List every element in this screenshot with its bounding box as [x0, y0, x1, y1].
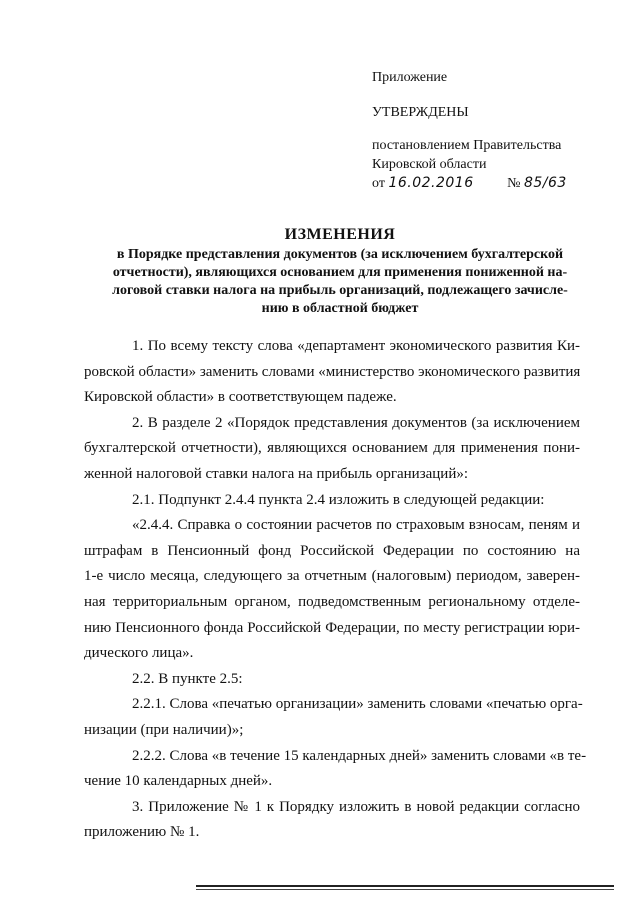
document-title [80, 226, 600, 318]
paragraph [84, 334, 580, 411]
paragraph-line: низации (при наличии)»; [84, 721, 244, 738]
footer-divider-thin [196, 889, 614, 890]
paragraph-line: 2.2.1. Слова «печатью организации» заменить словами «печатью орга- [132, 696, 583, 713]
paragraph-line: 2.2.2. Слова «в течение 15 календарных дней» заменить словами «в те- [132, 747, 587, 764]
handwritten-number: 85/63 [523, 175, 567, 191]
paragraph [84, 667, 580, 693]
paragraph [84, 513, 580, 667]
title-subtitle [80, 246, 600, 318]
paragraph [84, 488, 580, 514]
title-subtitle-line: в Порядке представления документов (за исключением бухгалтерской [116, 247, 564, 262]
paragraph [84, 692, 583, 743]
paragraph-line: 1. По всему тексту слова «департамент экономического развития Ки- [132, 338, 580, 354]
title-main: ИЗМЕНЕНИЯ [284, 226, 396, 243]
paragraph-line: нию Пенсионного фонда Российской Федерации, по месту регистрации юри- [84, 619, 580, 636]
spacer [372, 122, 622, 136]
footer-divider [196, 885, 614, 887]
paragraph-line: дического лица». [84, 645, 194, 662]
handwritten-date: 16.02.2016 [388, 175, 474, 191]
approved-label: УТВЕРЖДЕНЫ [372, 105, 469, 120]
paragraph-line: ная территориальным органом, подведомственным региональному отделе- [84, 593, 580, 610]
paragraph [84, 411, 580, 488]
title-subtitle-line: нию в областной бюджет [261, 301, 419, 316]
paragraph-line: женной налоговой ставки налога на прибыль организаций»: [84, 465, 469, 482]
number-prefix: № [507, 176, 521, 191]
resolution-line-1: постановлением Правительства [372, 138, 562, 153]
paragraph [84, 795, 580, 846]
paragraph-line: 2.1. Подпункт 2.4.4 пункта 2.4 изложить в следующей редакции: [132, 491, 545, 508]
approval-block [372, 68, 622, 193]
title-subtitle-line: логовой ставки налога на прибыль организаций, подлежащего зачисле- [112, 283, 568, 298]
paragraph-line: 3. Приложение № 1 к Порядку изложить в новой редакции согласно [132, 798, 580, 815]
document-body [84, 334, 587, 846]
paragraph-line: Кировской области» в соответствующем падеже. [84, 389, 397, 406]
paragraph-line: чение 10 календарных дней». [84, 773, 273, 790]
paragraph-line: приложению № 1. [84, 824, 200, 841]
paragraph-line: «2.4.4. Справка о состоянии расчетов по страховым взносам, пеням и [132, 517, 580, 534]
date-prefix: от [372, 176, 385, 191]
spacer [372, 87, 622, 103]
paragraph-line: 2.2. В пункте 2.5: [132, 670, 243, 687]
appendix-label: Приложение [372, 70, 448, 85]
paragraph-line: ровской области» заменить словами «министерство экономического развития [84, 363, 581, 380]
resolution-line-2: Кировской области [372, 157, 487, 172]
title-subtitle-line: отчетности), являющихся основанием для применения пониженной на- [112, 265, 568, 280]
paragraph-line: 2. В разделе 2 «Порядок представления документов (за исключением [132, 414, 580, 431]
paragraph-line: штрафам в Пенсионный фонд Российской Федерации по состоянию на [84, 542, 580, 559]
paragraph-line: бухгалтерской отчетности), являющихся основанием для применения пони- [84, 440, 580, 457]
paragraph-line: 1-е число месяца, следующего за отчетным (налоговым) периодом, заверен- [84, 568, 580, 585]
date-number-line [372, 174, 622, 193]
paragraph [84, 744, 587, 795]
